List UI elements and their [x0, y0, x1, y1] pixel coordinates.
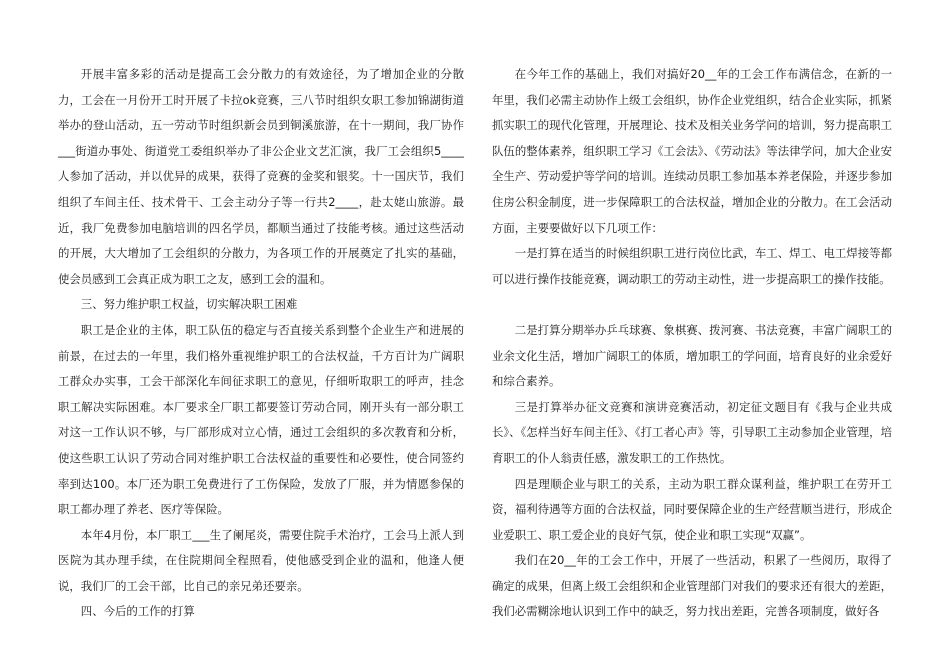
- paragraph-plan: 在今年工作的基础上，我们对搞好20__年的工会工作布满信念，在新的一年里，我们必需主动协作上级工会组织，协作企业党组织，结合企业实际，抓紧抓实职工的现代化管理，开展理论、技术及相关业务学问的培训，努力提高职工队伍的整体素养，组织职工学习《工会法》、《劳动法》等法律学问，加大企业安全生产、劳动爱护等学问的培训。连续动员职工参加基本养老保险，并逐步参加住房公积金制度，进一步保障职工的合法权益，增加企业的分散力。在工会活动方面，主要要做好以下几项工作：: [492, 67, 892, 235]
- paragraph-item-4: 四是理顺企业与职工的关系，主动为职工群众谋利益，维护职工在劳开工资，福利待遇等方面的合法权益，同时要保障企业的生产经营顺当进行，形成企业爱职工、职工爱企业的良好气氛，使企业和职工实现“双赢”。: [492, 476, 892, 542]
- left-column: [58, 62, 464, 625]
- paragraph-april: 本年4月份，本厂职工___生了阑尾炎，需要住院手术治疗，工会马上派人到医院为其办理手续，在住院期间全程照看，使他感受到企业的温和，他逢人便说，我们厂的工会干部，比自己的亲兄弟还要亲。: [58, 527, 464, 593]
- section-heading-4: 四、今后的工作的打算: [80, 604, 195, 619]
- paragraph-summary: 我们在20__年的工会工作中，开展了一些活动，积累了一些阅历，取得了确定的成果，但离上级工会组织和企业管理部门对我们的要求还有很大的差距，我们必需糊涂地认识到工作中的缺乏，努力找出差距，完善各项制度，做好各: [492, 553, 892, 619]
- blank-line: [492, 292, 892, 318]
- paragraph-rights: 职工是企业的主体，职工队伍的稳定与否直接关系到整个企业生产和进展的前景，在过去的一年里，我们格外重视维护职工的合法权益，千方百计为广阔职工群众办实事，工会干部深化车间征求职工的意见，仔细听取职工的呼声，挂念职工解决实际困难。本厂要求全厂职工都要签订劳动合同，刚开头有一部分职工对这一工作认识不够，与厂部形成对立心情，通过工会组织的多次教育和分析，使这些职工认识了劳动合同对维护职工合法权益的重要性和必要性，使合同签约率到达100。本厂还为职工免费进行了工伤保险，发放了厂服，并为情愿参保的职工都办理了养老、医疗等保险。: [58, 322, 464, 517]
- paragraph-item-2: 二是打算分期举办乒乓球赛、象棋赛、拨河赛、书法竞赛，丰富广阔职工的业余文化生活，增加广阔职工的体质，增加职工的学问面，培育良好的业余爱好和综合素养。: [492, 322, 892, 389]
- section-heading-3: 三、努力维护职工权益，切实解决职工困难: [80, 297, 298, 312]
- paragraph-activities: 开展丰富多彩的活动是提高工会分散力的有效途径，为了增加企业的分散力，工会在一月份开工时开展了卡拉ok竞赛，三八节时组织女职工参加锦湖街道举办的登山活动，五一劳动节时组织新会员到铜溪旅游，在十一期间，我厂协作___街道办事处、街道党工委组织举办了非公企业文艺汇演，我厂工会组织5____人参加了活动，并以优异的成果，获得了竞赛的金奖和银奖。十一国庆节，我们组织了车间主任、技术骨干、工会主动分子等一行共2____，赴太姥山旅游。最近，我厂免费参加电脑培训的四名学员，都顺当通过了技能考核。通过这些活动的开展，大大增加了工会组织的分散力，为各项工作的开展奠定了扎实的基础，使会员感到工会真正成为职工之友，感到工会的温和。: [58, 67, 464, 286]
- paragraph-item-1: 一是打算在适当的时候组织职工进行岗位比武，车工、焊工、电工焊接等都可以进行操作技能竞赛，调动职工的劳动主动性，进一步提高职工的操作技能。: [492, 246, 892, 286]
- right-column: [492, 62, 892, 625]
- paragraph-item-3: 三是打算举办征文竞赛和演讲竞赛活动，初定征文题目有《我与企业共成长》、《怎样当好车间主任》、《打工者心声》等，引导职工主动参加企业管理，培育职工的仆人翁责任感，激发职工的工作热忱。: [492, 399, 892, 465]
